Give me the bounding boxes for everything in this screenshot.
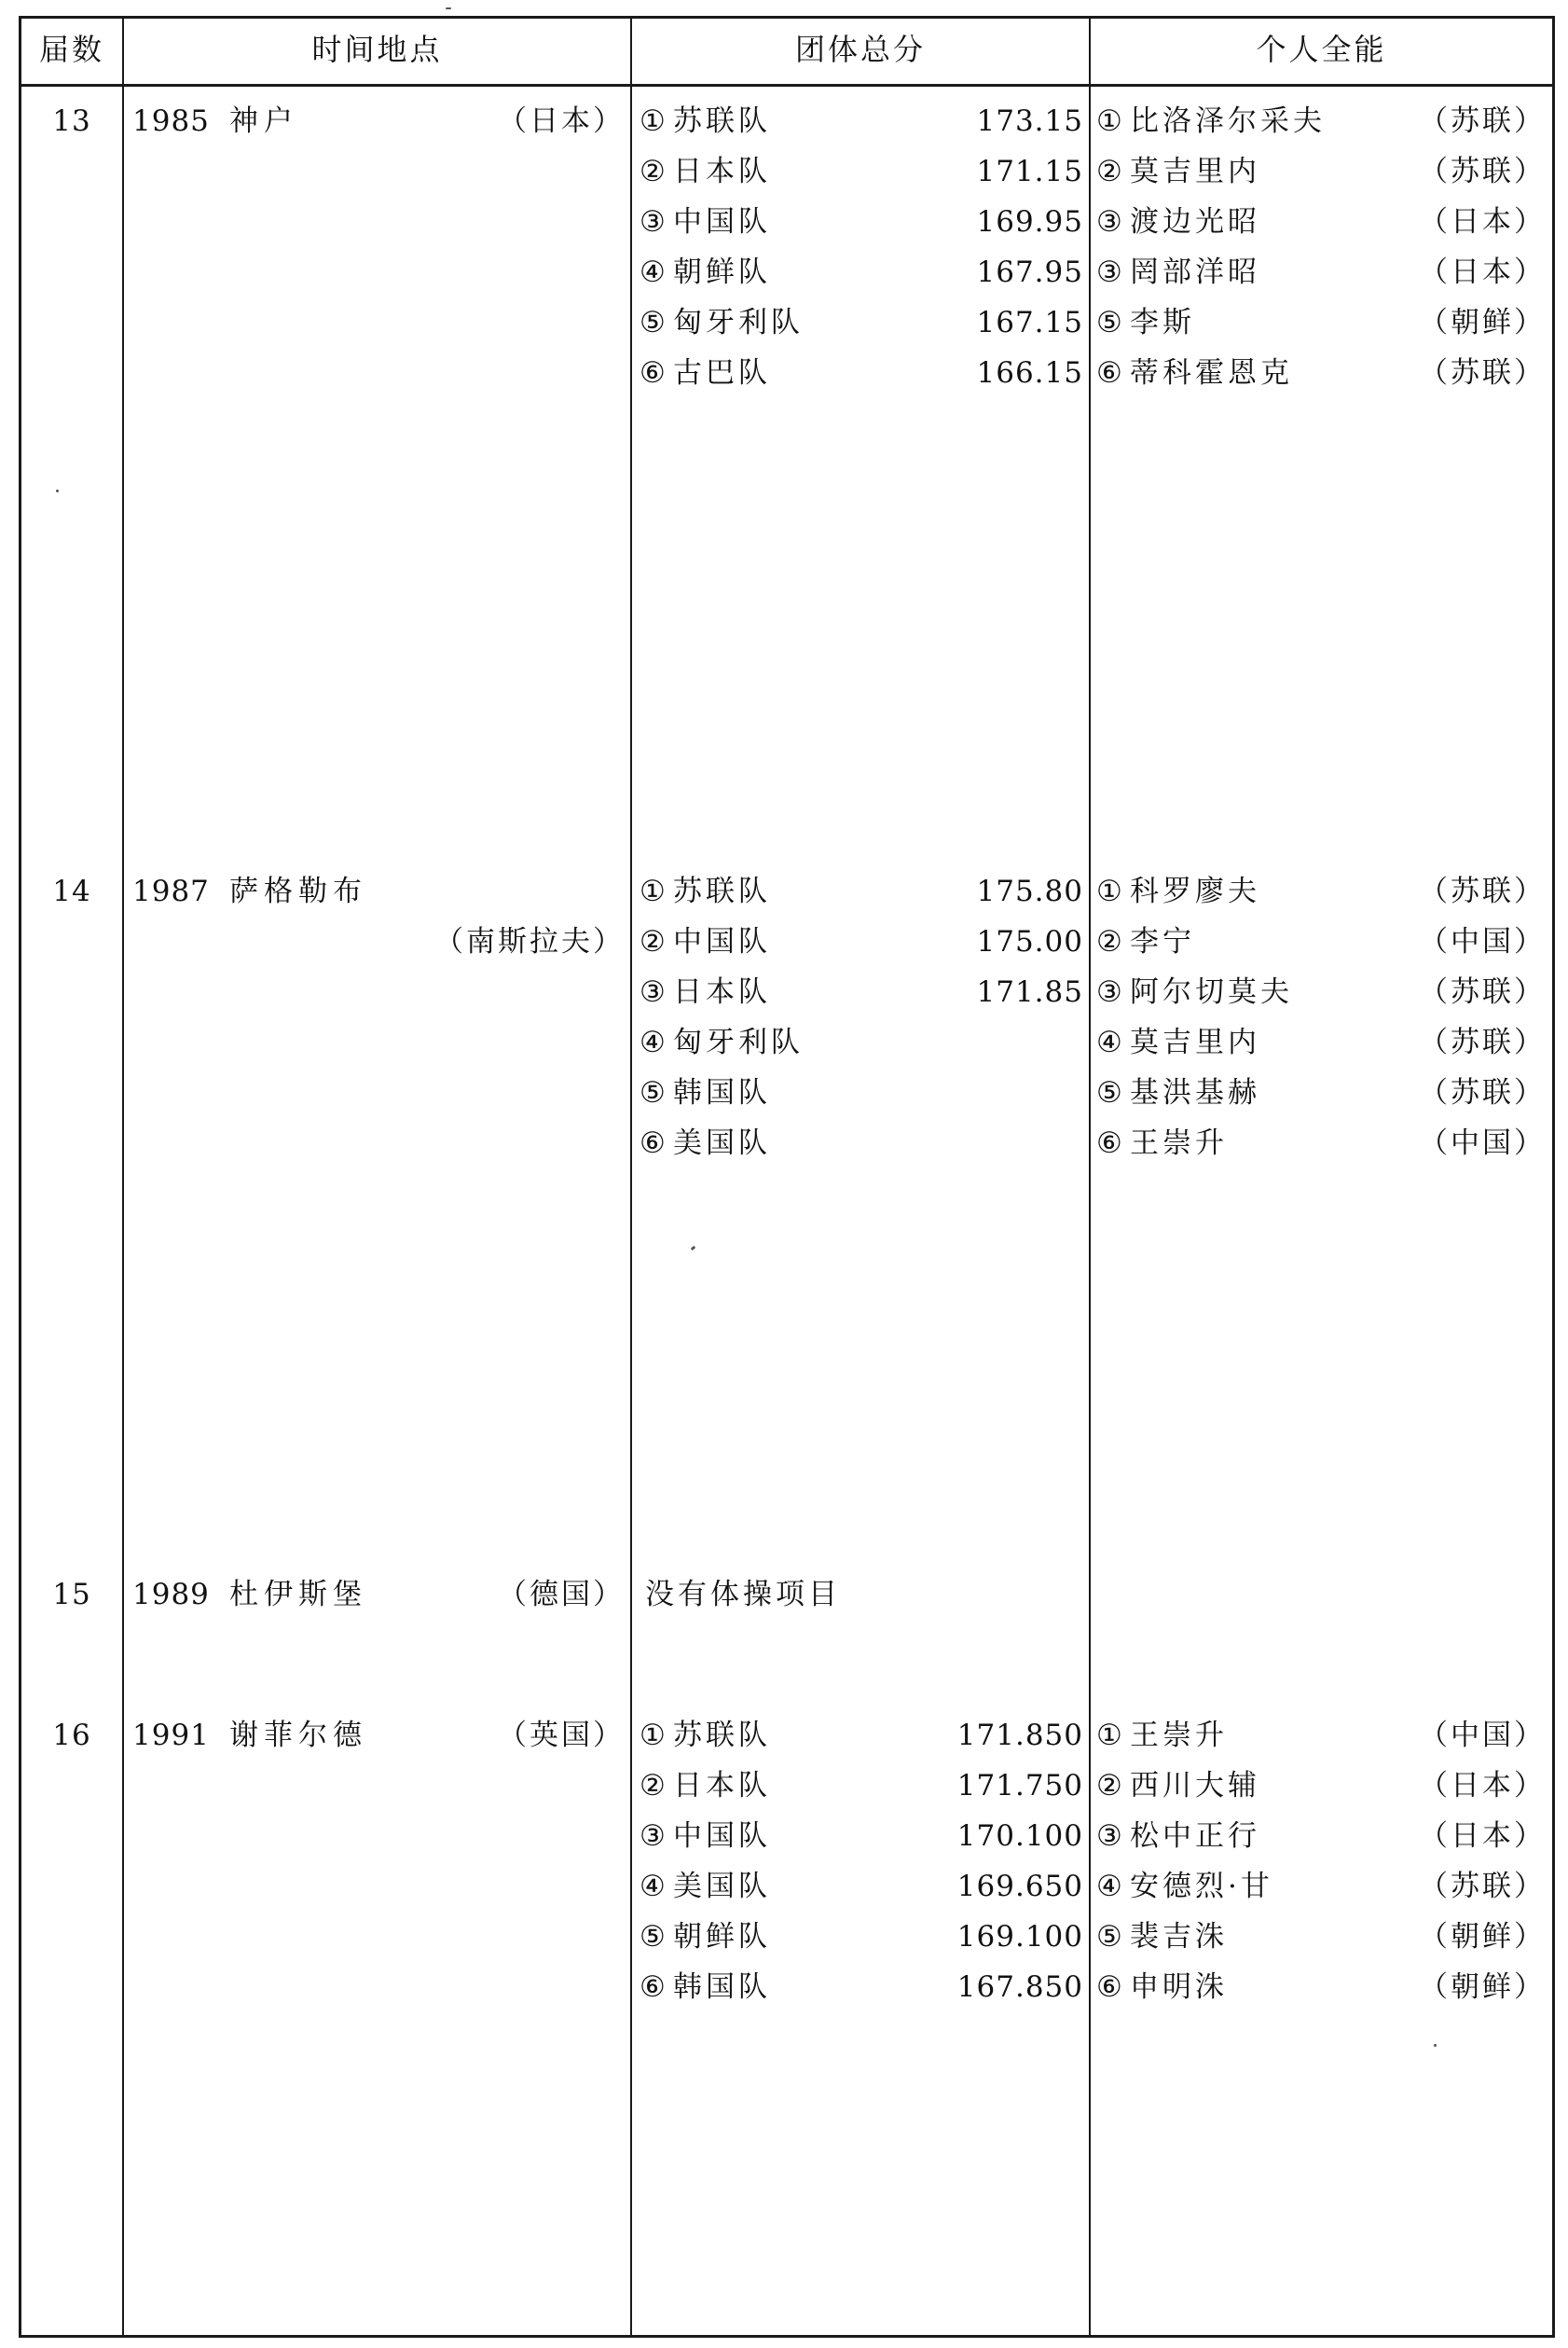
athlete-country: （中国） bbox=[1419, 1126, 1546, 1160]
athlete-country: （苏联） bbox=[1419, 104, 1546, 138]
team-name: 中国队 bbox=[673, 1819, 771, 1853]
rank-marker: ⑥ bbox=[1096, 356, 1122, 390]
athlete-country: （朝鲜） bbox=[1419, 306, 1546, 339]
rank-marker: ⑤ bbox=[1096, 306, 1122, 339]
team-score: 171.850 bbox=[956, 1719, 1083, 1752]
edition-number: 14 bbox=[52, 875, 91, 908]
athlete-country: （苏联） bbox=[1419, 1870, 1546, 1903]
edition-year: 1991 bbox=[132, 1719, 210, 1752]
athlete-name: 李斯 bbox=[1130, 306, 1195, 339]
rank-marker: ④ bbox=[640, 1026, 666, 1059]
athlete-name: 莫吉里内 bbox=[1130, 155, 1260, 188]
rank-marker: ② bbox=[640, 1769, 666, 1802]
athlete-name: 李宁 bbox=[1130, 925, 1195, 959]
rank-marker: ② bbox=[640, 925, 666, 959]
athlete-name: 王崇升 bbox=[1130, 1719, 1228, 1752]
athlete-name: 安德烈·甘 bbox=[1130, 1870, 1273, 1903]
athlete-name: 基洪基赫 bbox=[1130, 1076, 1260, 1110]
athlete-country: （日本） bbox=[1419, 205, 1546, 239]
team-name: 古巴队 bbox=[673, 356, 771, 390]
rank-marker: ④ bbox=[1096, 1026, 1122, 1059]
rank-marker: ⑥ bbox=[640, 1970, 666, 2004]
rank-marker: ③ bbox=[640, 205, 666, 239]
team-score: 170.100 bbox=[956, 1819, 1083, 1853]
edition-year: 1985 bbox=[132, 104, 210, 138]
team-name: 美国队 bbox=[673, 1126, 771, 1160]
host-country: （德国） bbox=[498, 1578, 625, 1611]
athlete-country: （中国） bbox=[1419, 1719, 1546, 1752]
edition-number: 15 bbox=[52, 1578, 91, 1611]
team-score: 173.15 bbox=[976, 104, 1083, 138]
athlete-country: （日本） bbox=[1419, 1769, 1546, 1802]
rank-marker: ③ bbox=[1096, 256, 1122, 289]
rank-marker: ⑤ bbox=[640, 306, 666, 339]
scan-mark bbox=[56, 490, 59, 492]
edition-year: 1989 bbox=[132, 1578, 210, 1611]
column-divider-2 bbox=[630, 16, 632, 2338]
team-name: 苏联队 bbox=[673, 1719, 771, 1752]
scan-mark bbox=[446, 7, 451, 9]
athlete-country: （朝鲜） bbox=[1419, 1920, 1546, 1954]
rank-marker: ① bbox=[640, 875, 666, 908]
athlete-name: 申明洙 bbox=[1130, 1970, 1228, 2004]
team-name: 韩国队 bbox=[673, 1076, 771, 1110]
team-name: 朝鲜队 bbox=[673, 1920, 771, 1954]
host-country: （日本） bbox=[498, 104, 625, 138]
team-name: 匈牙利队 bbox=[673, 306, 804, 339]
team-name: 日本队 bbox=[673, 155, 771, 188]
athlete-country: （苏联） bbox=[1419, 1076, 1546, 1110]
team-name: 苏联队 bbox=[673, 104, 771, 138]
team-score: 169.100 bbox=[956, 1920, 1083, 1954]
edition-number: 16 bbox=[52, 1719, 91, 1752]
column-divider-1 bbox=[122, 16, 124, 2338]
athlete-name: 松中正行 bbox=[1130, 1819, 1260, 1853]
athlete-name: 裴吉洙 bbox=[1130, 1920, 1228, 1954]
header-edition: 届数 bbox=[38, 32, 104, 67]
team-score: 175.80 bbox=[976, 875, 1083, 908]
team-score: 167.15 bbox=[976, 306, 1083, 339]
rank-marker: ⑥ bbox=[640, 356, 666, 390]
athlete-country: （苏联） bbox=[1419, 875, 1546, 908]
table-border-top bbox=[19, 16, 1555, 19]
athlete-name: 阿尔切莫夫 bbox=[1130, 975, 1293, 1009]
rank-marker: ④ bbox=[1096, 1870, 1122, 1903]
rank-marker: ④ bbox=[640, 1870, 666, 1903]
rank-marker: ③ bbox=[1096, 1819, 1122, 1853]
athlete-name: 比洛泽尔采夫 bbox=[1130, 104, 1326, 138]
scan-mark bbox=[1434, 2044, 1437, 2047]
team-score: 171.750 bbox=[956, 1769, 1083, 1802]
athlete-country: （日本） bbox=[1419, 256, 1546, 289]
rank-marker: ③ bbox=[1096, 975, 1122, 1009]
rank-marker: ⑤ bbox=[1096, 1920, 1122, 1954]
athlete-country: （朝鲜） bbox=[1419, 1970, 1546, 2004]
host-city: 神户 bbox=[229, 104, 298, 138]
rank-marker: ⑥ bbox=[1096, 1970, 1122, 2004]
rank-marker: ⑤ bbox=[640, 1920, 666, 1954]
no-gymnastics-note: 没有体操项目 bbox=[645, 1578, 841, 1611]
edition-number: 13 bbox=[52, 104, 91, 138]
athlete-name: 莫吉里内 bbox=[1130, 1026, 1260, 1059]
team-score: 169.95 bbox=[976, 205, 1083, 239]
team-name: 苏联队 bbox=[673, 875, 771, 908]
rank-marker: ④ bbox=[640, 256, 666, 289]
host-country: （英国） bbox=[498, 1719, 625, 1752]
rank-marker: ① bbox=[640, 104, 666, 138]
rank-marker: ② bbox=[1096, 155, 1122, 188]
team-name: 日本队 bbox=[673, 975, 771, 1009]
host-city: 萨格勒布 bbox=[229, 875, 367, 908]
team-score: 171.15 bbox=[976, 155, 1083, 188]
host-country: （南斯拉夫） bbox=[434, 925, 625, 959]
athlete-name: 科罗廖夫 bbox=[1130, 875, 1260, 908]
edition-year: 1987 bbox=[132, 875, 210, 908]
rank-marker: ② bbox=[640, 155, 666, 188]
athlete-name: 蒂科霍恩克 bbox=[1130, 356, 1293, 390]
column-divider-3 bbox=[1089, 16, 1091, 2338]
rank-marker: ① bbox=[1096, 875, 1122, 908]
scan-mark bbox=[691, 1246, 696, 1251]
athlete-country: （苏联） bbox=[1419, 975, 1546, 1009]
athlete-country: （苏联） bbox=[1419, 356, 1546, 390]
team-name: 匈牙利队 bbox=[673, 1026, 804, 1059]
athlete-name: 罔部洋昭 bbox=[1130, 256, 1260, 289]
athlete-name: 王崇升 bbox=[1130, 1126, 1228, 1160]
team-score: 171.85 bbox=[976, 975, 1083, 1009]
header-individual-allround: 个人全能 bbox=[1256, 32, 1387, 67]
header-divider bbox=[19, 84, 1555, 87]
rank-marker: ① bbox=[1096, 1719, 1122, 1752]
athlete-country: （苏联） bbox=[1419, 155, 1546, 188]
team-name: 美国队 bbox=[673, 1870, 771, 1903]
rank-marker: ⑥ bbox=[640, 1126, 666, 1160]
team-score: 167.850 bbox=[956, 1970, 1083, 2004]
rank-marker: ⑥ bbox=[1096, 1126, 1122, 1160]
rank-marker: ⑤ bbox=[1096, 1076, 1122, 1110]
rank-marker: ② bbox=[1096, 925, 1122, 959]
athlete-country: （日本） bbox=[1419, 1819, 1546, 1853]
rank-marker: ③ bbox=[640, 1819, 666, 1853]
rank-marker: ① bbox=[1096, 104, 1122, 138]
table-border-right bbox=[1552, 16, 1555, 2338]
rank-marker: ② bbox=[1096, 1769, 1122, 1802]
team-name: 朝鲜队 bbox=[673, 256, 771, 289]
athlete-country: （中国） bbox=[1419, 925, 1546, 959]
team-score: 175.00 bbox=[976, 925, 1083, 959]
rank-marker: ③ bbox=[640, 975, 666, 1009]
rank-marker: ③ bbox=[1096, 205, 1122, 239]
team-score: 169.650 bbox=[956, 1870, 1083, 1903]
team-name: 韩国队 bbox=[673, 1970, 771, 2004]
team-score: 167.95 bbox=[976, 256, 1083, 289]
rank-marker: ⑤ bbox=[640, 1076, 666, 1110]
host-city: 杜伊斯堡 bbox=[229, 1578, 367, 1611]
team-name: 日本队 bbox=[673, 1769, 771, 1802]
header-time-place: 时间地点 bbox=[311, 32, 443, 67]
table-border-left bbox=[19, 16, 21, 2338]
team-name: 中国队 bbox=[673, 205, 771, 239]
host-city: 谢菲尔德 bbox=[229, 1719, 367, 1752]
athlete-name: 西川大辅 bbox=[1130, 1769, 1260, 1802]
rank-marker: ① bbox=[640, 1719, 666, 1752]
athlete-name: 渡边光昭 bbox=[1130, 205, 1260, 239]
athlete-country: （苏联） bbox=[1419, 1026, 1546, 1059]
header-team-score: 团体总分 bbox=[794, 32, 926, 67]
team-score: 166.15 bbox=[976, 356, 1083, 390]
table-border-bottom bbox=[19, 2335, 1555, 2338]
team-name: 中国队 bbox=[673, 925, 771, 959]
